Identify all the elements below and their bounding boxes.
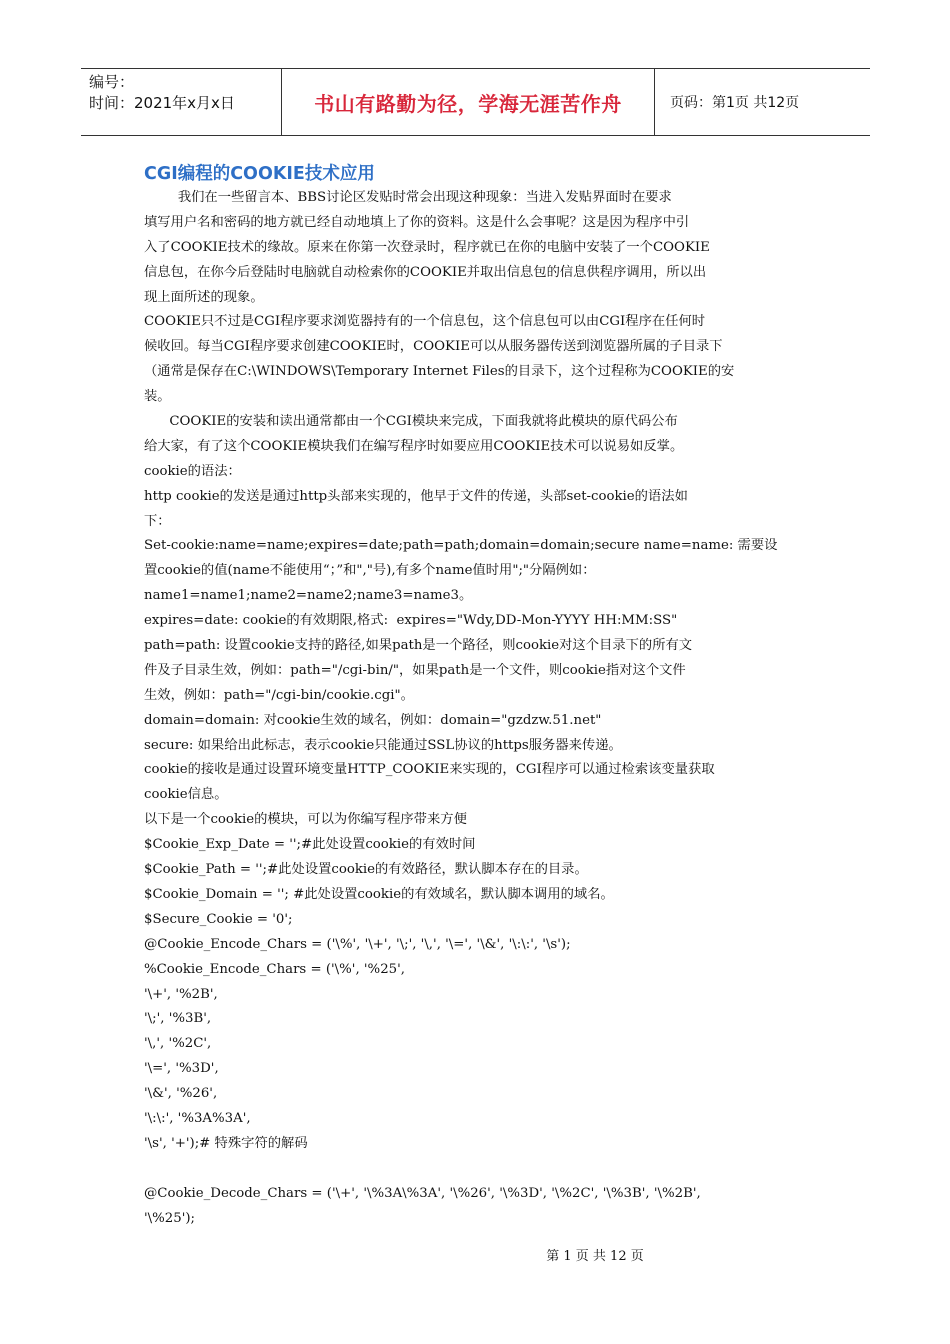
text-line: cookie信息。	[144, 787, 228, 803]
header-page-info: 页码：第1页 共12页	[670, 95, 800, 111]
text-line: domain=domain: 对cookie生效的域名，例如：domain="gzdzw.51.net"	[144, 712, 602, 728]
header-time-label: 时间：2021年x月x日	[89, 94, 235, 112]
text-line: $Cookie_Path = '';#此处设置cookie的有效路径，默认脚本存在的目录。	[144, 862, 588, 878]
text-line: path=path: 设置cookie支持的路径,如果path是一个路径，则cookie对这个目录下的所有文	[144, 638, 693, 654]
text-line: '\%25');	[144, 1210, 196, 1226]
text-line: （通常是保存在C:\WINDOWS\Temporary Internet Files的目录下，这个过程称为COOKIE的安	[144, 364, 735, 380]
text-line: '\&', '%26',	[144, 1086, 218, 1102]
text-line: name1=name1;name2=name2;name3=name3。	[144, 588, 473, 604]
text-line: '\=', '%3D',	[144, 1061, 219, 1077]
text-line: $Cookie_Domain = ''; #此处设置cookie的有效域名，默认脚本调用的域名。	[144, 886, 614, 902]
text-line: $Secure_Cookie = '0';	[144, 911, 293, 927]
text-line: 装。	[144, 389, 171, 405]
text-line: '\+', '%2B',	[144, 986, 218, 1002]
header-divider	[281, 69, 282, 135]
text-line: 生效，例如：path="/cgi-bin/cookie.cgi"。	[144, 687, 414, 703]
text-line: expires=date: cookie的有效期限,格式: expires="Wdy,DD-Mon-YYYY HH:MM:SS"	[144, 613, 678, 629]
text-line: Set-cookie:name=name;expires=date;path=path;domain=domain;secure name=name: 需要设	[144, 538, 778, 554]
text-line: 候收回。每当CGI程序要求创建COOKIE时，COOKIE可以从服务器传送到浏览器所属的子目录下	[144, 339, 723, 355]
text-line: 我们在一些留言本、BBS讨论区发贴时常会出现这种现象：当进入发贴界面时在要求	[144, 190, 672, 205]
text-line: cookie的接收是通过设置环境变量HTTP_COOKIE来实现的，CGI程序可以通过检索该变量获取	[144, 762, 715, 778]
text-line: '\s', '+');# 特殊字符的解码	[144, 1135, 308, 1151]
page-header	[81, 68, 870, 136]
header-divider	[654, 69, 655, 135]
footer-page-number: 第 1 页 共 12 页	[546, 1249, 644, 1264]
text-line: $Cookie_Exp_Date = '';#此处设置cookie的有效时间	[144, 837, 476, 853]
text-line: 件及子目录生效，例如：path="/cgi-bin/"，如果path是一个文件，则cookie指对这个文件	[144, 662, 686, 678]
text-line: %Cookie_Encode_Chars = ('\%', '%25',	[144, 961, 405, 977]
text-line: 给大家，有了这个COOKIE模块我们在编写程序时如要应用COOKIE技术可以说易如反掌。	[144, 438, 684, 454]
text-line: 置cookie的值(name不能使用“；”和","号),有多个name值时用";"分隔例如：	[144, 563, 596, 579]
text-line: '\,', '%2C',	[144, 1036, 212, 1052]
page-footer	[0, 1245, 950, 1264]
text-line: COOKIE的安装和读出通常都由一个CGI模块来完成，下面我就将此模块的原代码公布	[144, 414, 678, 430]
text-line: cookie的语法：	[144, 463, 241, 479]
header-motto: 书山有路勤为径，学海无涯苦作舟	[314, 91, 622, 116]
text-line: 入了COOKIE技术的缘故。原来在你第一次登录时，程序就已在你的电脑中安装了一个COOKIE	[144, 239, 710, 255]
document-body	[144, 186, 809, 1231]
text-line: '\;', '%3B',	[144, 1011, 212, 1027]
header-number-label: 编号：	[89, 73, 135, 91]
text-line: http cookie的发送是通过http头部来实现的，他早于文件的传递，头部set-cookie的语法如	[144, 488, 688, 504]
text-line: @Cookie_Decode_Chars = ('\+', '\%3A\%3A', '\%26', '\%3D', '\%2C', '\%3B', '\%2B',	[144, 1185, 701, 1201]
text-line: 下：	[144, 513, 171, 529]
text-line: COOKIE只不过是CGI程序要求浏览器持有的一个信息包，这个信息包可以由CGI程序在任何时	[144, 314, 706, 330]
text-line: secure: 如果给出此标志，表示cookie只能通过SSL协议的https服务器来传递。	[144, 737, 622, 753]
text-line	[144, 1157, 809, 1182]
document-title: CGI编程的COOKIE技术应用	[144, 164, 375, 184]
text-line: '\:\:', '%3A%3A',	[144, 1110, 251, 1126]
text-line: 填写用户名和密码的地方就已经自动地填上了你的资料。这是什么会事呢？这是因为程序中引	[144, 214, 690, 230]
header-meta	[89, 72, 235, 114]
text-line: @Cookie_Encode_Chars = ('\%', '\+', '\;', '\,', '\=', '\&', '\:\:', '\s');	[144, 936, 571, 952]
text-line: 现上面所述的现象。	[144, 289, 264, 305]
text-line: 信息包，在你今后登陆时电脑就自动检索你的COOKIE并取出信息包的信息供程序调用，所以出	[144, 264, 707, 280]
text-line: 以下是一个cookie的模块，可以为你编写程序带来方便	[144, 812, 467, 828]
